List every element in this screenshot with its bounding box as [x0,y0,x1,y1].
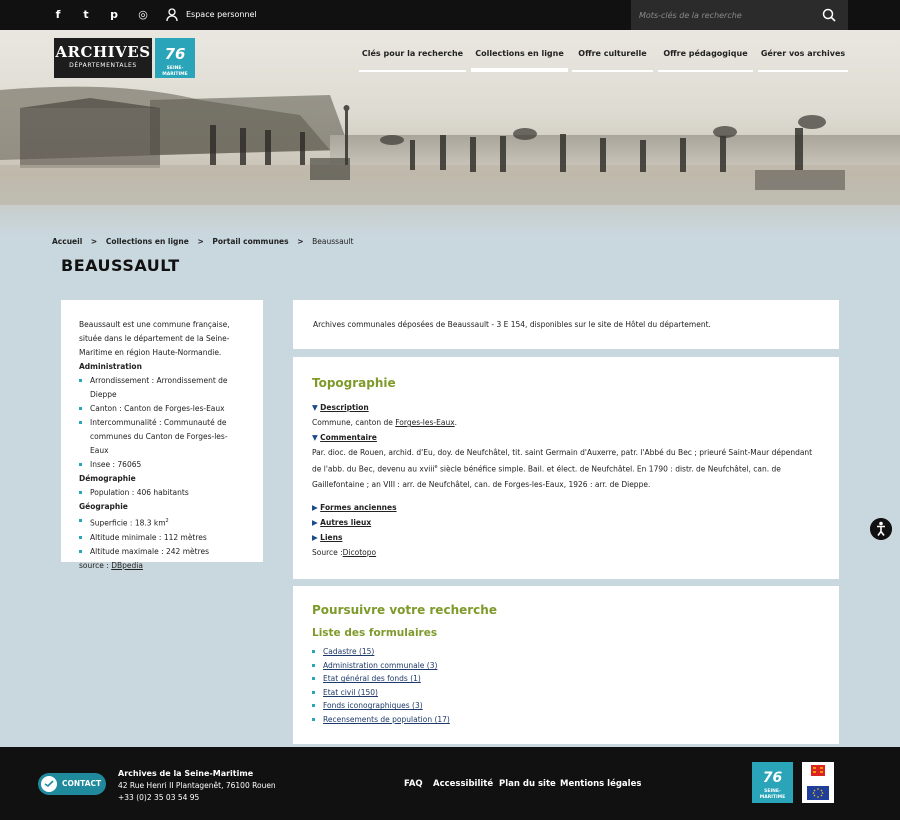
description-prefix: Commune, canton de [312,418,396,427]
list-item: Population : 406 habitants [79,486,245,500]
forges-les-eaux-link[interactable]: Forges-les-Eaux [395,418,455,427]
topographie-card [293,357,839,579]
contact-label: CONTACT [62,779,102,788]
eu-normandie-logo[interactable] [802,762,834,803]
breadcrumb [52,237,359,246]
breadcrumb-current: Beaussault [312,237,354,246]
infobox-geo-title: Géographie [79,502,128,511]
list-item [312,672,820,686]
accessibilite-link[interactable]: Accessibilité [433,779,494,789]
footer [0,747,900,820]
infobox-admin-title: Administration [79,362,142,371]
nav-gerer-archives[interactable]: Gérer vos archives [758,40,848,72]
infobox-intro: Beaussault est une commune française, située dans le département de la Seine-Maritime en région Haute-Normandie. [79,320,230,357]
superficie-value: Superficie : 18.3 km [90,518,166,528]
list-item: Canton : Canton de Forges-les-Eaux [79,402,245,416]
list-item [312,686,820,700]
footer-seine-maritime-logo[interactable] [752,762,793,803]
list-item [312,659,820,673]
nav-offre-pedagogique[interactable]: Offre pédagogique [658,40,753,72]
autres-lieux-toggle[interactable] [312,515,820,530]
infobox-admin-list [79,374,245,472]
search-icon[interactable] [822,8,836,22]
formes-anciennes-toggle[interactable] [312,500,820,515]
dicotopo-link[interactable]: Dicotopo [342,547,377,557]
lieux-label: Autres lieux [320,517,372,527]
dbpedia-link[interactable]: DBpedia [111,560,143,570]
nav-collections-en-ligne[interactable]: Collections en ligne [471,40,568,72]
list-item [312,645,820,659]
poursuivre-title: Poursuivre votre recherche [312,603,497,617]
commentaire-toggle[interactable] [312,430,820,445]
breadcrumb-separator: > [90,237,98,246]
superficie-unit-sup: 2 [165,518,169,524]
etat-general-fonds-link[interactable]: Etat général des fonds (1) [323,674,421,684]
archives-note-card [293,300,839,349]
nav-cles-recherche[interactable]: Clés pour la recherche [359,40,466,72]
archives-logo[interactable] [54,38,152,78]
commentaire-label: Commentaire [320,433,377,442]
administration-communale-link[interactable]: Administration communale (3) [323,660,438,670]
list-item [312,699,820,713]
breadcrumb-separator: > [297,237,304,246]
espace-personnel-link[interactable]: Espace personnel [186,10,257,19]
logo-subtitle: DÉPARTEMENTALES [69,62,137,69]
triangle-down-icon: ▼ [312,433,318,442]
poursuivre-card [293,586,839,744]
facebook-icon[interactable]: f [55,8,61,21]
fonds-iconographiques-link[interactable]: Fonds iconographiques (3) [323,701,423,711]
footer-address: 42 Rue Henri II Plantagenêt, 76100 Rouen [118,781,276,790]
page-title: BEAUSSAULT [61,256,180,275]
cadastre-link[interactable]: Cadastre (15) [323,647,375,656]
triangle-right-icon: ▶ [312,517,318,527]
commune-infobox [61,300,263,570]
seine-maritime-logo[interactable] [155,38,195,78]
logo-title: ARCHIVES [55,43,151,61]
list-item: Altitude minimale : 112 mètres [79,531,245,545]
commentaire-part1: Par. dioc. de Rouen, archid. d'Eu, doy. de Neufchâtel, tit. saint Germain d'Auxerre, patr. l'Abbé du Bec ; prieuré Saint-Maur dépendant de l'abb. du Bec, devenu au xviii [312,448,813,474]
breadcrumb-separator: > [197,237,204,246]
triangle-right-icon: ▶ [312,502,318,512]
mail-icon [41,776,57,792]
archives-note: Archives communales déposées de Beaussault - 3 E 154, disponibles sur le site de Hôtel du département. [313,320,711,329]
plan-du-site-link[interactable]: Plan du site [499,779,556,789]
footer-logo-76-number: 76 [762,770,783,786]
formulaires-list [312,645,820,727]
topographie-title: Topographie [312,376,396,390]
list-item [312,713,820,727]
user-icon[interactable] [166,8,178,22]
formes-label: Formes anciennes [320,502,397,512]
commentaire-part2: siècle bénéfice simple. Bail. et élect. de Neufchâtel. En 1790 : distr. de Neufchâtel, can. de Gaillefontaine ; an VIII : arr. de Neufchâtel, can. de Forges-les-Eaux, 1926 : arr. de Dieppe. [312,464,781,489]
triangle-right-icon: ▶ [312,532,318,542]
top-bar [0,0,900,30]
infobox-geo-list [79,514,245,559]
instagram-icon[interactable]: ◎ [138,8,148,21]
footer-org: Archives de la Seine-Maritime [118,769,254,778]
liens-label: Liens [320,532,343,542]
topographie-source [312,545,820,560]
list-item: Intercommunalité : Communauté de communes du Canton de Forges-les-Eaux [79,416,245,458]
pinterest-icon[interactable]: p [110,8,118,21]
liens-toggle[interactable] [312,530,820,545]
search-input[interactable] [639,8,809,22]
description-label: Description [320,403,369,412]
description-end: . [454,418,458,427]
breadcrumb-portail[interactable]: Portail communes [212,237,289,246]
list-item [79,514,245,531]
breadcrumb-collections[interactable]: Collections en ligne [105,237,189,246]
infobox-demo-list [79,486,245,500]
source-label: Source : [312,547,343,557]
commentaire-sup: e [434,464,438,470]
footer-phone: +33 (0)2 35 03 54 95 [118,793,200,802]
description-toggle[interactable] [312,400,820,415]
commentaire-text [312,445,820,492]
contact-button[interactable] [38,773,106,795]
mentions-legales-link[interactable]: Mentions légales [560,779,642,789]
infobox-demo-title: Démographie [79,474,136,483]
nav-offre-culturelle[interactable]: Offre culturelle [572,40,653,72]
footer-address-block [118,768,276,804]
logo-76-label: SEINE-MARITIME [162,66,188,77]
breadcrumb-accueil[interactable]: Accueil [52,237,83,246]
source-label: source : [79,560,112,570]
formulaires-subtitle: Liste des formulaires [312,627,438,639]
infobox-source [79,559,245,573]
logo-76-number: 76 [164,45,186,63]
description-text [312,415,820,430]
recensements-link[interactable]: Recensements de population (17) [323,714,450,724]
search-box [631,0,848,30]
accessibility-icon[interactable] [870,518,892,540]
list-item: Altitude maximale : 242 mètres [79,545,245,559]
twitter-icon[interactable]: t [83,8,89,21]
triangle-down-icon: ▼ [312,403,318,412]
list-item: Arrondissement : Arrondissement de Dieppe [79,374,245,402]
footer-logo-76-label: SEINE-MARITIME [759,789,786,800]
faq-link[interactable]: FAQ [404,779,423,789]
etat-civil-link[interactable]: Etat civil (150) [323,687,378,697]
list-item: Insee : 76065 [79,458,245,472]
